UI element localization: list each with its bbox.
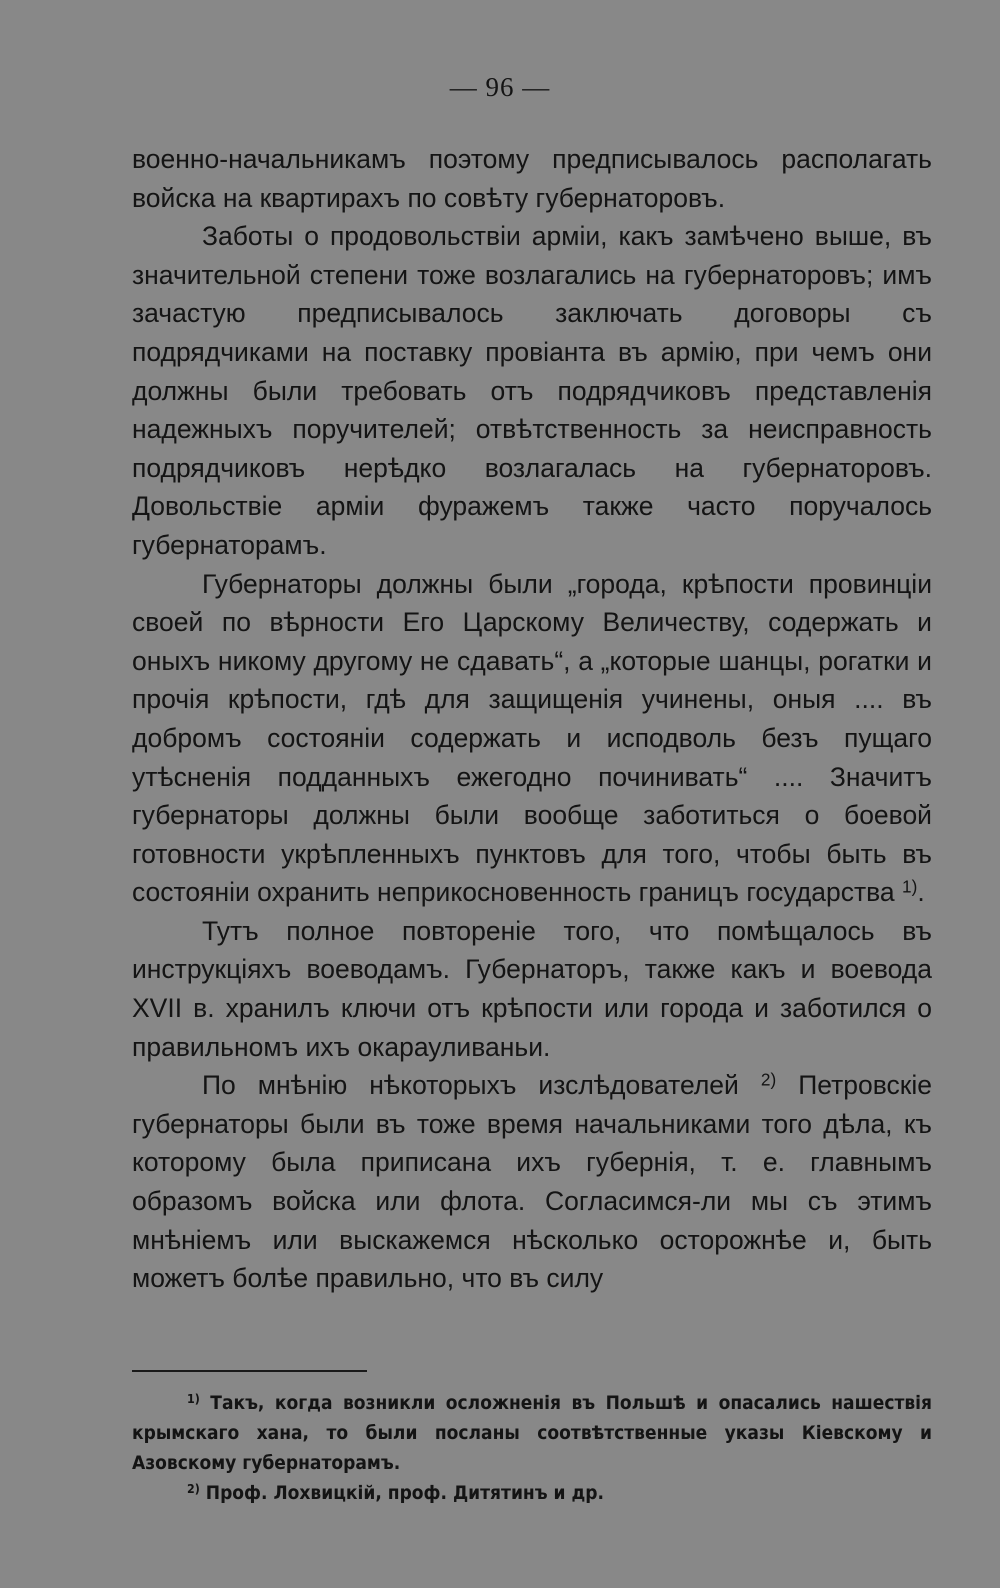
paragraph-text: Заботы о продовольствіи арміи, какъ замѣчено выше, въ значительной степени тоже возлагались на губернаторовъ; имъ зачастую предписывалось заключать договоры съ подрядчиками на поставку провіанта въ армію, при чемъ они должны были требовать отъ подрядчиковъ представленія надежныхъ поручителей; отвѣтственность за неисправность подрядчиковъ нерѣдко возлагалась на губернаторовъ. Довольствіе арміи фуражемъ также часто поручалось губернаторамъ.	[132, 221, 932, 560]
footnote-divider	[132, 1370, 367, 1372]
footnotes	[132, 1388, 932, 1508]
paragraph	[132, 912, 932, 1066]
footnote-reference: 1)	[902, 876, 918, 897]
paragraph-tail: Петровскіе губернаторы были въ тоже время начальниками того дѣла, къ которому была приписана ихъ губернія, т. е. главнымъ образомъ войска или флота. Согласимся-ли мы съ этимъ мнѣніемъ или выскажемся нѣсколько осторожнѣе и, быть можетъ болѣе правильно, что въ силу	[132, 1070, 932, 1294]
paragraph-text: Губернаторы должны были „города, крѣпости провинціи своей по вѣрности Его Царскому Величеству, содержать и оныхъ никому другому не сдавать“, а „которые шанцы, рогатки и прочія крѣпости, гдѣ для защищенія учинены, оныя .... въ добромъ состояніи содержать и исподволь безъ пущаго утѣсненія подданныхъ ежегодно починивать“ .... Значитъ губернаторы должны были вообще заботиться о боевой готовности укрѣпленныхъ пунктовъ для того, чтобы быть въ состояніи охранить неприкосновенность границъ государства	[132, 568, 932, 908]
footnote-reference: 2)	[760, 1069, 777, 1090]
paragraph-tail: .	[917, 877, 925, 908]
main-text	[132, 140, 932, 1298]
footnote-text: Такъ, когда возникли осложненія въ Польшѣ и опасались нашествія крымскаго хана, то были посланы соотвѣтственные указы Кіевскому и Азовскому губернаторамъ.	[132, 1392, 933, 1474]
paragraph	[132, 1066, 932, 1298]
paragraph	[132, 565, 932, 912]
paragraph-text: военно-начальникамъ поэтому предписывалось располагать войска на квартирахъ по совѣту губернаторовъ.	[132, 144, 932, 213]
footnote-text: Проф. Лохвицкій, проф. Дитятинъ и др.	[205, 1482, 604, 1504]
footnote-mark: 2)	[187, 1481, 200, 1496]
footnote	[132, 1478, 932, 1508]
paragraph-text: Тутъ полное повтореніе того, что помѣщалось въ инструкціяхъ воеводамъ. Губернаторъ, также какъ и воевода XVII в. хранилъ ключи отъ крѣпости или города и заботился о правильномъ ихъ окарауливаньи.	[132, 915, 932, 1062]
page-number: — 96 —	[449, 72, 551, 102]
footnote-mark: 1)	[187, 1391, 200, 1406]
footnote	[132, 1388, 932, 1478]
paragraph	[132, 217, 932, 564]
paragraph	[132, 140, 932, 217]
paragraph-text: По мнѣнію нѣкоторыхъ изслѣдователей	[202, 1070, 739, 1101]
